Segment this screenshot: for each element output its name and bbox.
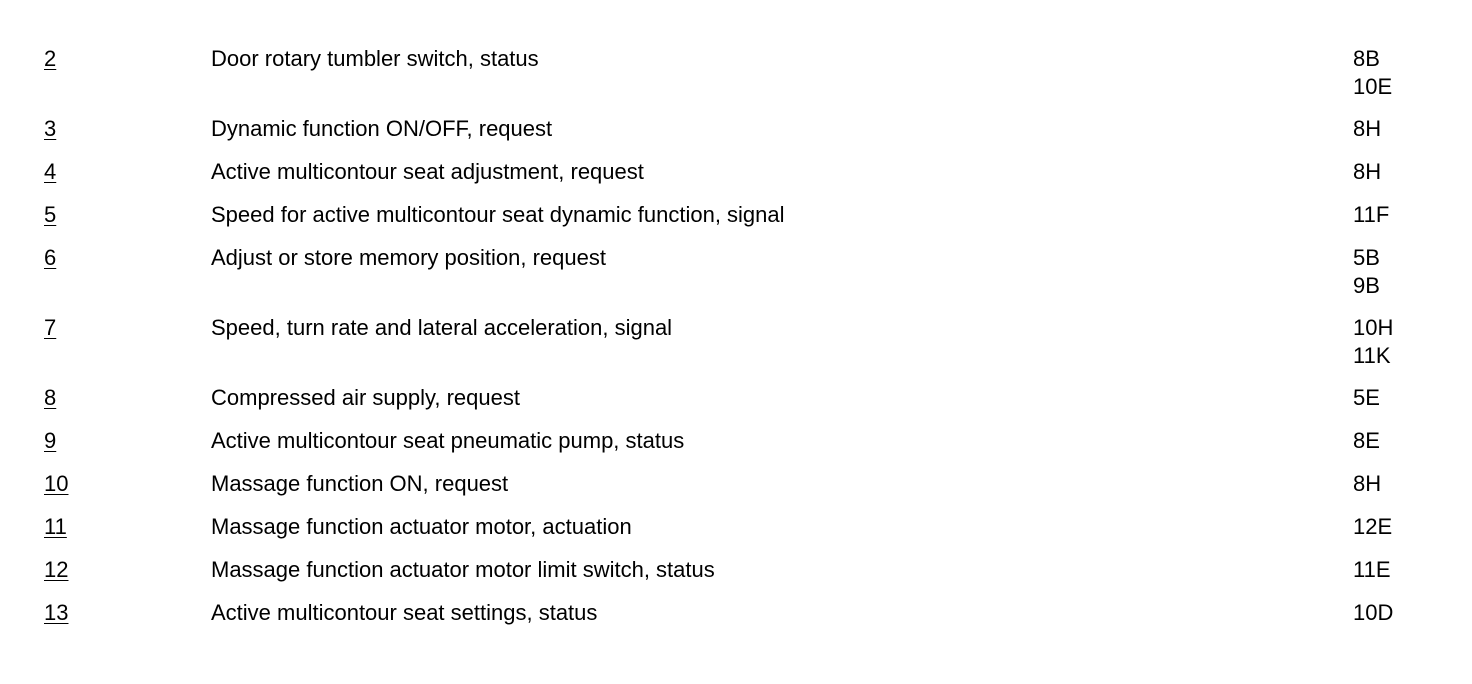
- legend-number-link[interactable]: 11: [44, 514, 67, 539]
- legend-description: Door rotary tumbler switch, status: [211, 46, 539, 71]
- grid-reference-list: [1353, 115, 1381, 143]
- grid-reference: 10E: [1353, 74, 1393, 99]
- legend-description: Massage function actuator motor, actuation: [211, 514, 632, 539]
- legend-description: Speed for active multicontour seat dynamic function, signal: [211, 202, 785, 227]
- grid-reference: 5B: [1353, 245, 1380, 270]
- grid-reference: 5E: [1353, 385, 1380, 410]
- legend-row: [0, 599, 1472, 642]
- grid-reference-list: [1353, 45, 1392, 101]
- legend-row: [0, 115, 1472, 158]
- grid-reference: 12E: [1353, 514, 1393, 539]
- legend-description: Adjust or store memory position, request: [211, 245, 606, 270]
- legend-row: [0, 556, 1472, 599]
- legend-row: [0, 314, 1472, 384]
- grid-reference-list: [1353, 556, 1391, 584]
- grid-reference: 8E: [1353, 428, 1380, 453]
- legend-number-link[interactable]: 4: [44, 159, 57, 184]
- legend-number-link[interactable]: 3: [44, 116, 57, 141]
- legend-row: [0, 45, 1472, 115]
- grid-reference: 8B: [1353, 46, 1380, 71]
- legend-number-link[interactable]: 13: [44, 600, 69, 625]
- legend-description: Dynamic function ON/OFF, request: [211, 116, 553, 141]
- grid-reference-list: [1353, 427, 1380, 455]
- legend-description: Compressed air supply, request: [211, 385, 520, 410]
- legend-row: [0, 384, 1472, 427]
- grid-reference: 9B: [1353, 273, 1380, 298]
- legend-number-link[interactable]: 7: [44, 315, 57, 340]
- grid-reference-list: [1353, 158, 1381, 186]
- legend-number-link[interactable]: 9: [44, 428, 57, 453]
- legend-row: [0, 158, 1472, 201]
- legend-row: [0, 470, 1472, 513]
- legend-description: Active multicontour seat adjustment, request: [211, 159, 644, 184]
- grid-reference-list: [1353, 513, 1392, 541]
- legend-row: [0, 427, 1472, 470]
- grid-reference: 11K: [1353, 343, 1391, 368]
- grid-reference-list: [1353, 470, 1381, 498]
- legend-number-link[interactable]: 10: [44, 471, 69, 496]
- grid-reference: 8H: [1353, 116, 1382, 141]
- grid-reference: 10D: [1353, 600, 1394, 625]
- legend-number-link[interactable]: 2: [44, 46, 57, 71]
- legend-description: Active multicontour seat pneumatic pump, status: [211, 428, 685, 453]
- legend-description: Active multicontour seat settings, status: [211, 600, 598, 625]
- legend-description: Massage function actuator motor limit switch, status: [211, 557, 715, 582]
- legend-number-link[interactable]: 12: [44, 557, 69, 582]
- legend-description: Massage function ON, request: [211, 471, 509, 496]
- grid-reference: 10H: [1353, 315, 1394, 340]
- grid-reference-list: [1353, 599, 1393, 627]
- legend-number-link[interactable]: 6: [44, 245, 57, 270]
- grid-reference: 11E: [1353, 557, 1391, 582]
- grid-reference-list: [1353, 201, 1389, 229]
- grid-reference: 8H: [1353, 471, 1382, 496]
- legend-row: [0, 513, 1472, 556]
- legend-description: Speed, turn rate and lateral acceleration, signal: [211, 315, 673, 340]
- grid-reference-list: [1353, 384, 1380, 412]
- grid-reference: 8H: [1353, 159, 1382, 184]
- grid-reference-list: [1353, 244, 1380, 300]
- grid-reference-list: [1353, 314, 1393, 370]
- legend-row: [0, 244, 1472, 314]
- grid-reference: 11F: [1353, 202, 1390, 227]
- legend-row: [0, 201, 1472, 244]
- legend-number-link[interactable]: 8: [44, 385, 57, 410]
- legend-number-link[interactable]: 5: [44, 202, 57, 227]
